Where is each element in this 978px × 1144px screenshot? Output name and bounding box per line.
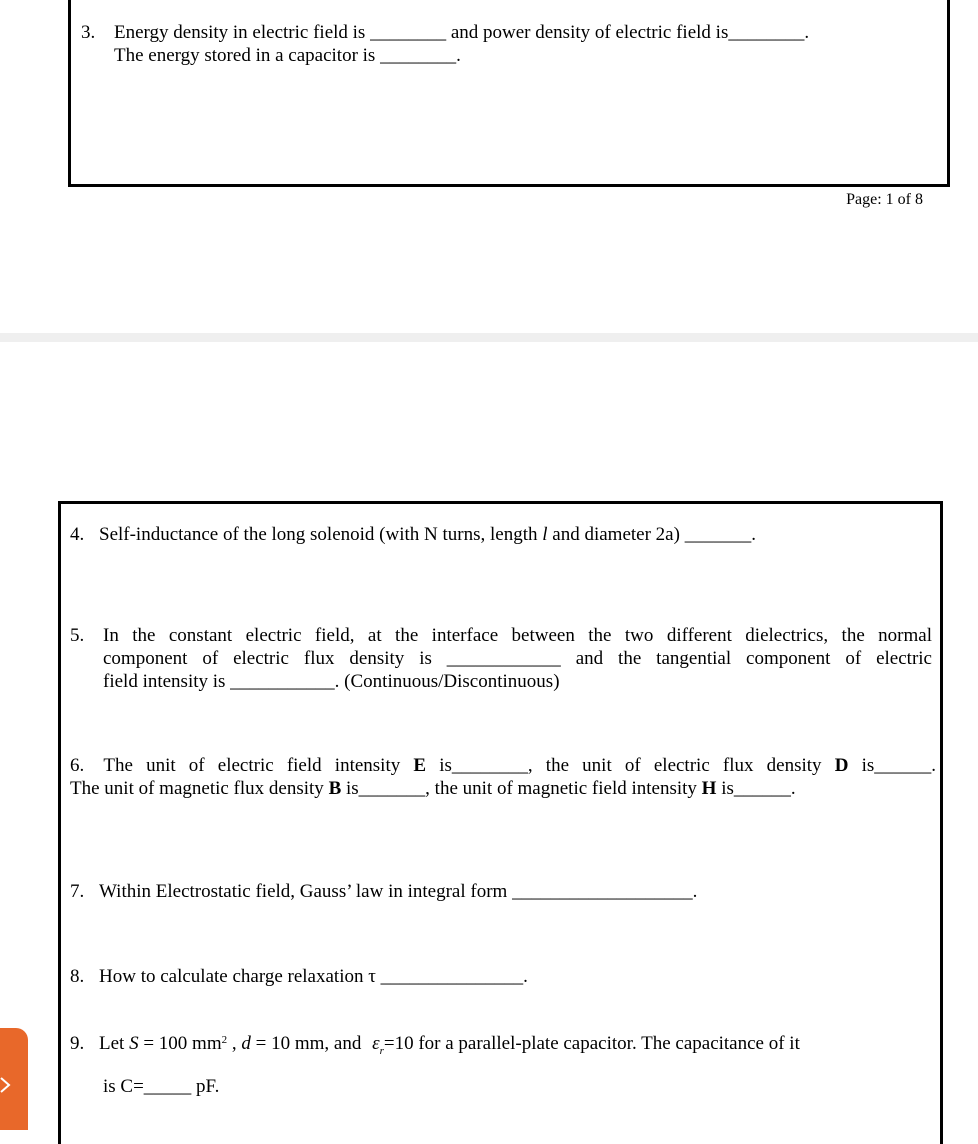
question-text: How to calculate charge relaxation τ _______________. (99, 966, 528, 987)
question-4 (70, 523, 930, 546)
question-text-line-2 (70, 777, 936, 800)
text-fragment: is______. (721, 778, 796, 799)
page-number: Page: 1 of 8 (846, 191, 923, 208)
page-separator (0, 333, 978, 342)
question-number: 3. (81, 22, 96, 43)
question-text-line-3: field intensity is ___________. (Continuous/Discontinuous) (103, 671, 560, 692)
text-fragment: is_______, the unit of magnetic field intensity (346, 778, 697, 799)
text-fragment: The unit of magnetic flux density (70, 778, 324, 799)
next-page-button[interactable] (0, 1028, 28, 1130)
question-number: 5. (70, 625, 85, 646)
question-text-line-2: component of electric flux density is ____________ and the tangential component of electric (103, 648, 932, 669)
question-9 (70, 1032, 932, 1098)
symbol-H: H (701, 778, 717, 799)
symbol-B: B (328, 778, 342, 799)
question-text: Self-inductance of the long solenoid (with N turns, length (99, 524, 538, 545)
symbol-D: D (834, 755, 849, 776)
question-box (58, 501, 943, 1144)
question-number: 9. (70, 1033, 85, 1054)
chevron-right-icon (0, 1076, 14, 1094)
text-fragment: is________, the unit of electric flux density (439, 755, 822, 776)
variable-l: l (542, 524, 548, 545)
variable-S: S (129, 1033, 139, 1054)
question-text-line-1: In the constant electric field, at the interface between the two different dielectrics, the normal (103, 625, 932, 646)
question-box (68, 0, 950, 187)
question-text-line-2: The energy stored in a capacitor is ________. (114, 45, 461, 66)
text-fragment: =10 for a parallel-plate capacitor. The capacitance of it (383, 1033, 800, 1054)
question-text-line-1: Energy density in electric field is ________ and power density of electric field is________. (114, 22, 810, 43)
symbol-E: E (413, 755, 427, 776)
variable-d: d (241, 1033, 251, 1054)
exponent: 2 (221, 1034, 228, 1046)
variable-epsilon: ε (372, 1033, 380, 1054)
question-8 (70, 965, 930, 988)
text-fragment: The unit of electric field intensity (103, 755, 401, 776)
question-text: Within Electrostatic field, Gauss’ law in integral form ___________________. (99, 881, 698, 902)
document-page-1 (0, 0, 978, 333)
text-fragment: = 10 mm, and (255, 1033, 362, 1054)
document-page-2 (0, 342, 978, 1130)
question-text-line-1 (70, 1032, 932, 1063)
text-fragment: is______. (861, 755, 937, 776)
text-fragment: Let (99, 1033, 125, 1054)
question-number: 7. (70, 881, 85, 902)
question-number: 8. (70, 966, 85, 987)
question-7 (70, 880, 930, 903)
question-5 (70, 624, 932, 693)
text-fragment: , (231, 1033, 237, 1054)
question-text-end: and diameter 2a) _______. (552, 524, 756, 545)
subscript-r: r (379, 1044, 384, 1057)
text-fragment: = 100 mm (143, 1033, 222, 1054)
question-text-line-2: is C=_____ pF. (103, 1075, 220, 1097)
question-text-line-1 (70, 754, 936, 777)
question-6 (70, 754, 936, 800)
question-number: 4. (70, 524, 85, 545)
question-number: 6. (70, 755, 85, 776)
